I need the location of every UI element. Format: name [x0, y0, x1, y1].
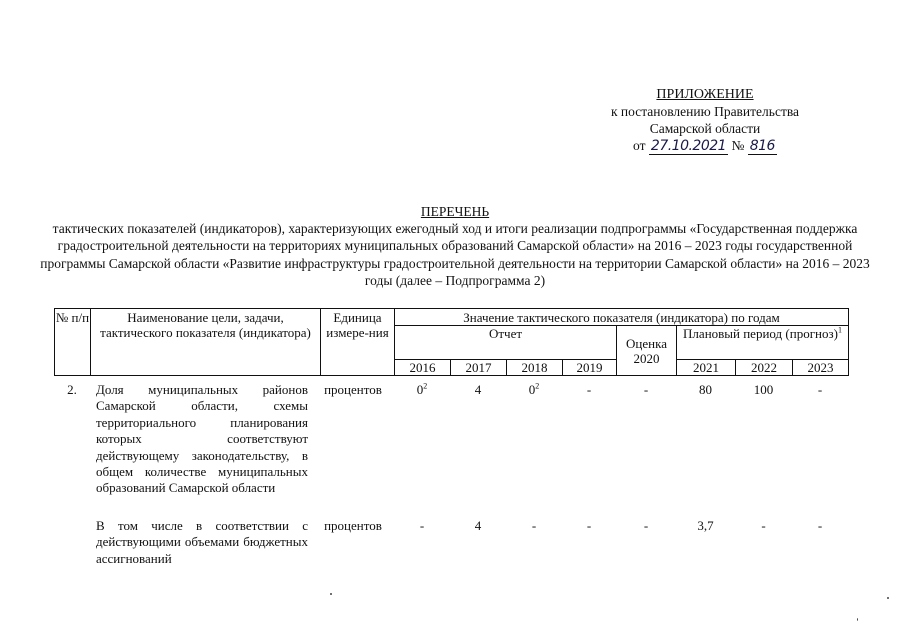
value-2016-footnote: 2 [423, 381, 428, 391]
scan-speck [330, 593, 332, 595]
year-2018: 2018 [507, 360, 563, 376]
appendix-line-1: к постановлению Правительства [610, 104, 800, 119]
row-unit: процентов [324, 382, 382, 397]
value-2023: - [817, 382, 823, 397]
header-report: Отчет [395, 326, 617, 360]
value-2018-footnote: 2 [535, 381, 540, 391]
title-text: тактических показателей (индикаторов), характеризующих ежегодный ход и итоги реализации подпрограммы «Государственная поддержка градостроительной деятельности на территориях муниципальных образований Самарской области» на 2016 – 2023 годы государственной программы Самарской области «Развитие инфраструктуры градостроительной деятельности на территории Самарской области» на 2016 – 2023 годы (далее – Подпрограмма 2) [40, 221, 870, 288]
value-2020: - [643, 382, 649, 397]
value-2017: 4 [474, 518, 482, 533]
year-2017: 2017 [451, 360, 507, 376]
value-2020: - [643, 518, 649, 533]
value-2022: - [761, 518, 766, 533]
table-row [54, 382, 854, 514]
number-prefix: № [731, 138, 745, 153]
appendix-date-line [560, 137, 850, 155]
row-number: 2. [67, 382, 77, 397]
row-unit: процентов [324, 518, 382, 533]
year-2016: 2016 [395, 360, 451, 376]
row-name: В том числе в соответствии с действующими объемами бюджетных ассигнований [96, 518, 308, 566]
header-number: № п/п [55, 309, 91, 376]
value-2023: - [817, 518, 823, 533]
scan-speck [857, 618, 858, 621]
header-values: Значение тактического показателя (индикатора) по годам [395, 309, 849, 326]
title-heading: ПЕРЕЧЕНЬ [420, 204, 490, 219]
year-2022: 2022 [736, 360, 793, 376]
row-name: Доля муниципальных районов Самарской области, схемы территориального планирования которых соответствуют действующему законодательству, в общем количестве муниципальных образований Самарской области [96, 382, 308, 496]
value-2016 [394, 382, 450, 398]
appendix-block [560, 86, 850, 155]
indicator-table-header [54, 308, 849, 376]
header-plan [677, 326, 849, 360]
value-2016: - [419, 518, 425, 533]
value-2016-number: 0 [416, 382, 424, 397]
value-2021: 3,7 [697, 518, 714, 533]
value-2022: 100 [753, 382, 774, 397]
appendix-heading: ПРИЛОЖЕНИЕ [656, 87, 754, 102]
value-2019: - [586, 382, 592, 397]
date-prefix: от [633, 138, 646, 153]
handwritten-date: 27.10.2021 [650, 138, 727, 154]
value-2018: - [531, 518, 537, 533]
year-2023: 2023 [793, 360, 849, 376]
appendix-line-2: Самарской области [649, 121, 761, 136]
table-row [54, 518, 854, 570]
value-2021: 80 [699, 382, 712, 397]
header-name: Наименование цели, задачи, тактического показателя (индикатора) [91, 309, 321, 376]
header-unit: Единица измере-ния [321, 309, 395, 376]
year-2019: 2019 [563, 360, 617, 376]
scan-speck [887, 597, 889, 599]
header-plan-footnote: 1 [837, 325, 842, 335]
value-2018 [506, 382, 562, 398]
value-2019: - [586, 518, 592, 533]
year-2021: 2021 [677, 360, 736, 376]
handwritten-number: 816 [749, 138, 775, 154]
header-plan-label: Плановый период (прогноз) [683, 326, 838, 341]
document-title [40, 203, 870, 289]
value-2017: 4 [474, 382, 482, 397]
header-estimate: Оценка 2020 [617, 326, 677, 376]
value-2018-number: 0 [528, 382, 536, 397]
